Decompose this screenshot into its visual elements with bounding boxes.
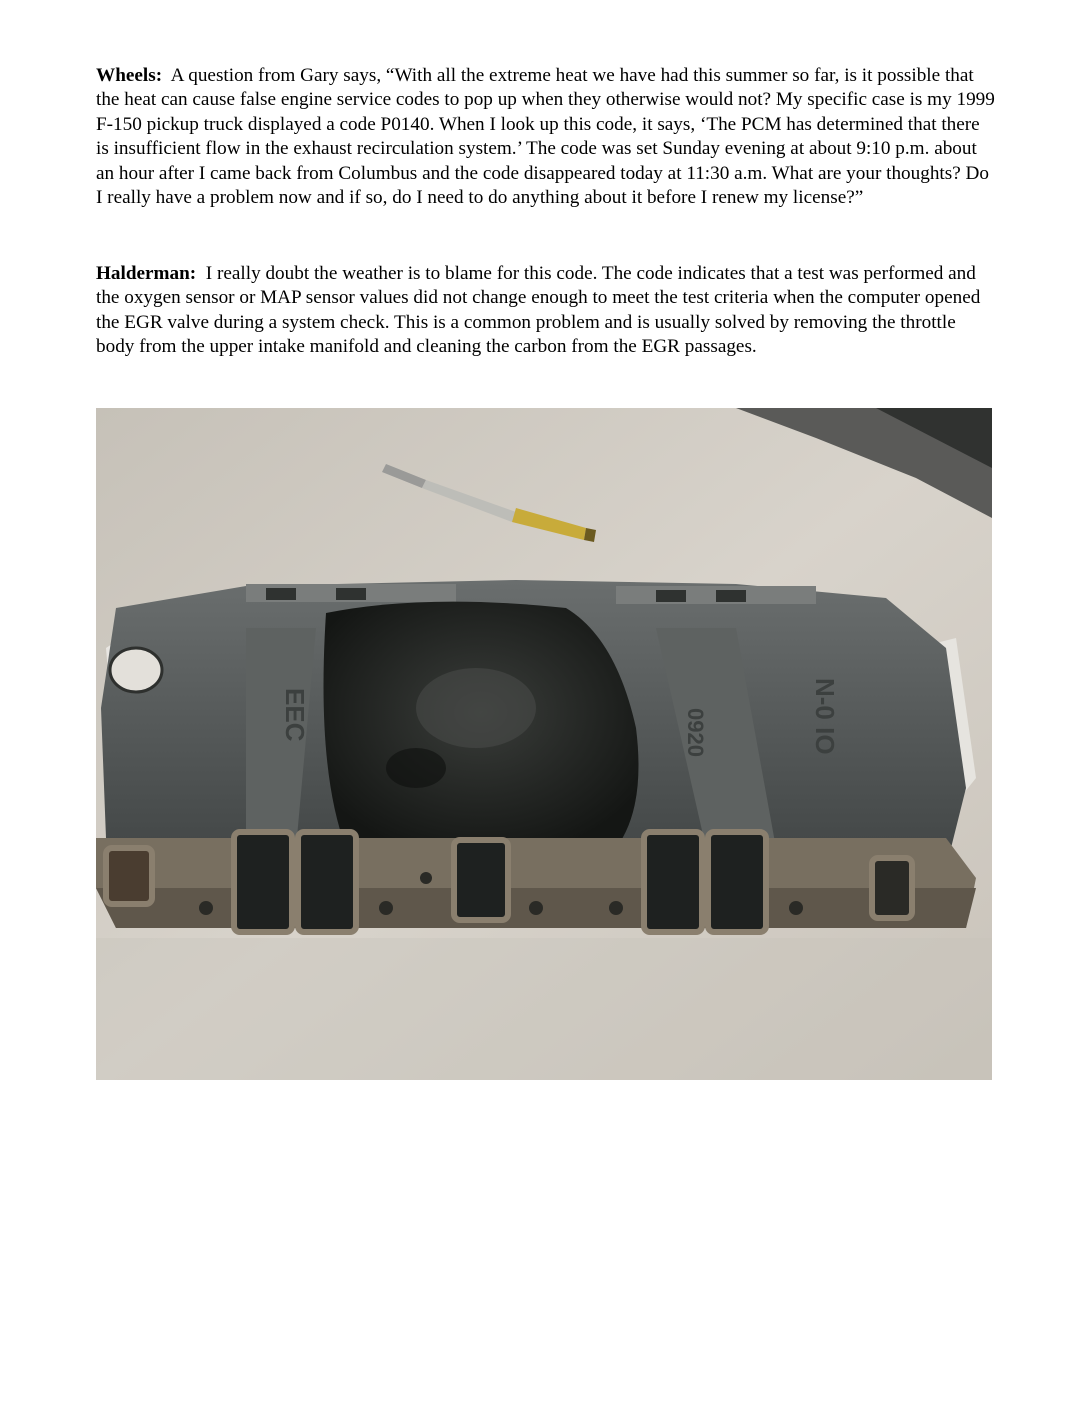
casting-mark-right: N-0 IO (810, 678, 840, 755)
question-speaker: Wheels: (96, 65, 163, 86)
answer-speaker: Halderman: (96, 263, 197, 284)
answer-text: I really doubt the weather is to blame for this code. The code indicates that a test was performed and the oxygen sensor or MAP sensor values did not change enough to meet the test criteria when the computer opened the EGR valve during a system check. This is a common problem and is usually solved by removing the throttle body from the upper intake manifold and cleaning the carbon from the EGR passages. (96, 263, 981, 358)
question-text: A question from Gary says, “With all the extreme heat we have had this summer so far, is it possible that the heat can cause false engine service codes to pop up when they otherwise would not? My specific case is my 1999 F-150 pickup truck displayed a code P0140. When I look up this code, it says, ‘The PCM has determined that there is insufficient flow in the exhaust recirculation system.’ The code was set Sunday evening at about 9:10 p.m. about an hour after I came back from Columbus and the code disappeared today at 11:30 a.m. What are your thoughts? Do I really have a problem now and if so, do I need to do anything about it before I renew my license?” (96, 65, 995, 209)
casting-mark-left: EEC (280, 688, 310, 742)
casting-mark-mid: 0920 (683, 708, 708, 757)
question-paragraph (96, 64, 996, 210)
intake-manifold-photo (96, 408, 992, 1080)
answer-paragraph (96, 262, 996, 360)
intake-manifold (96, 580, 976, 932)
